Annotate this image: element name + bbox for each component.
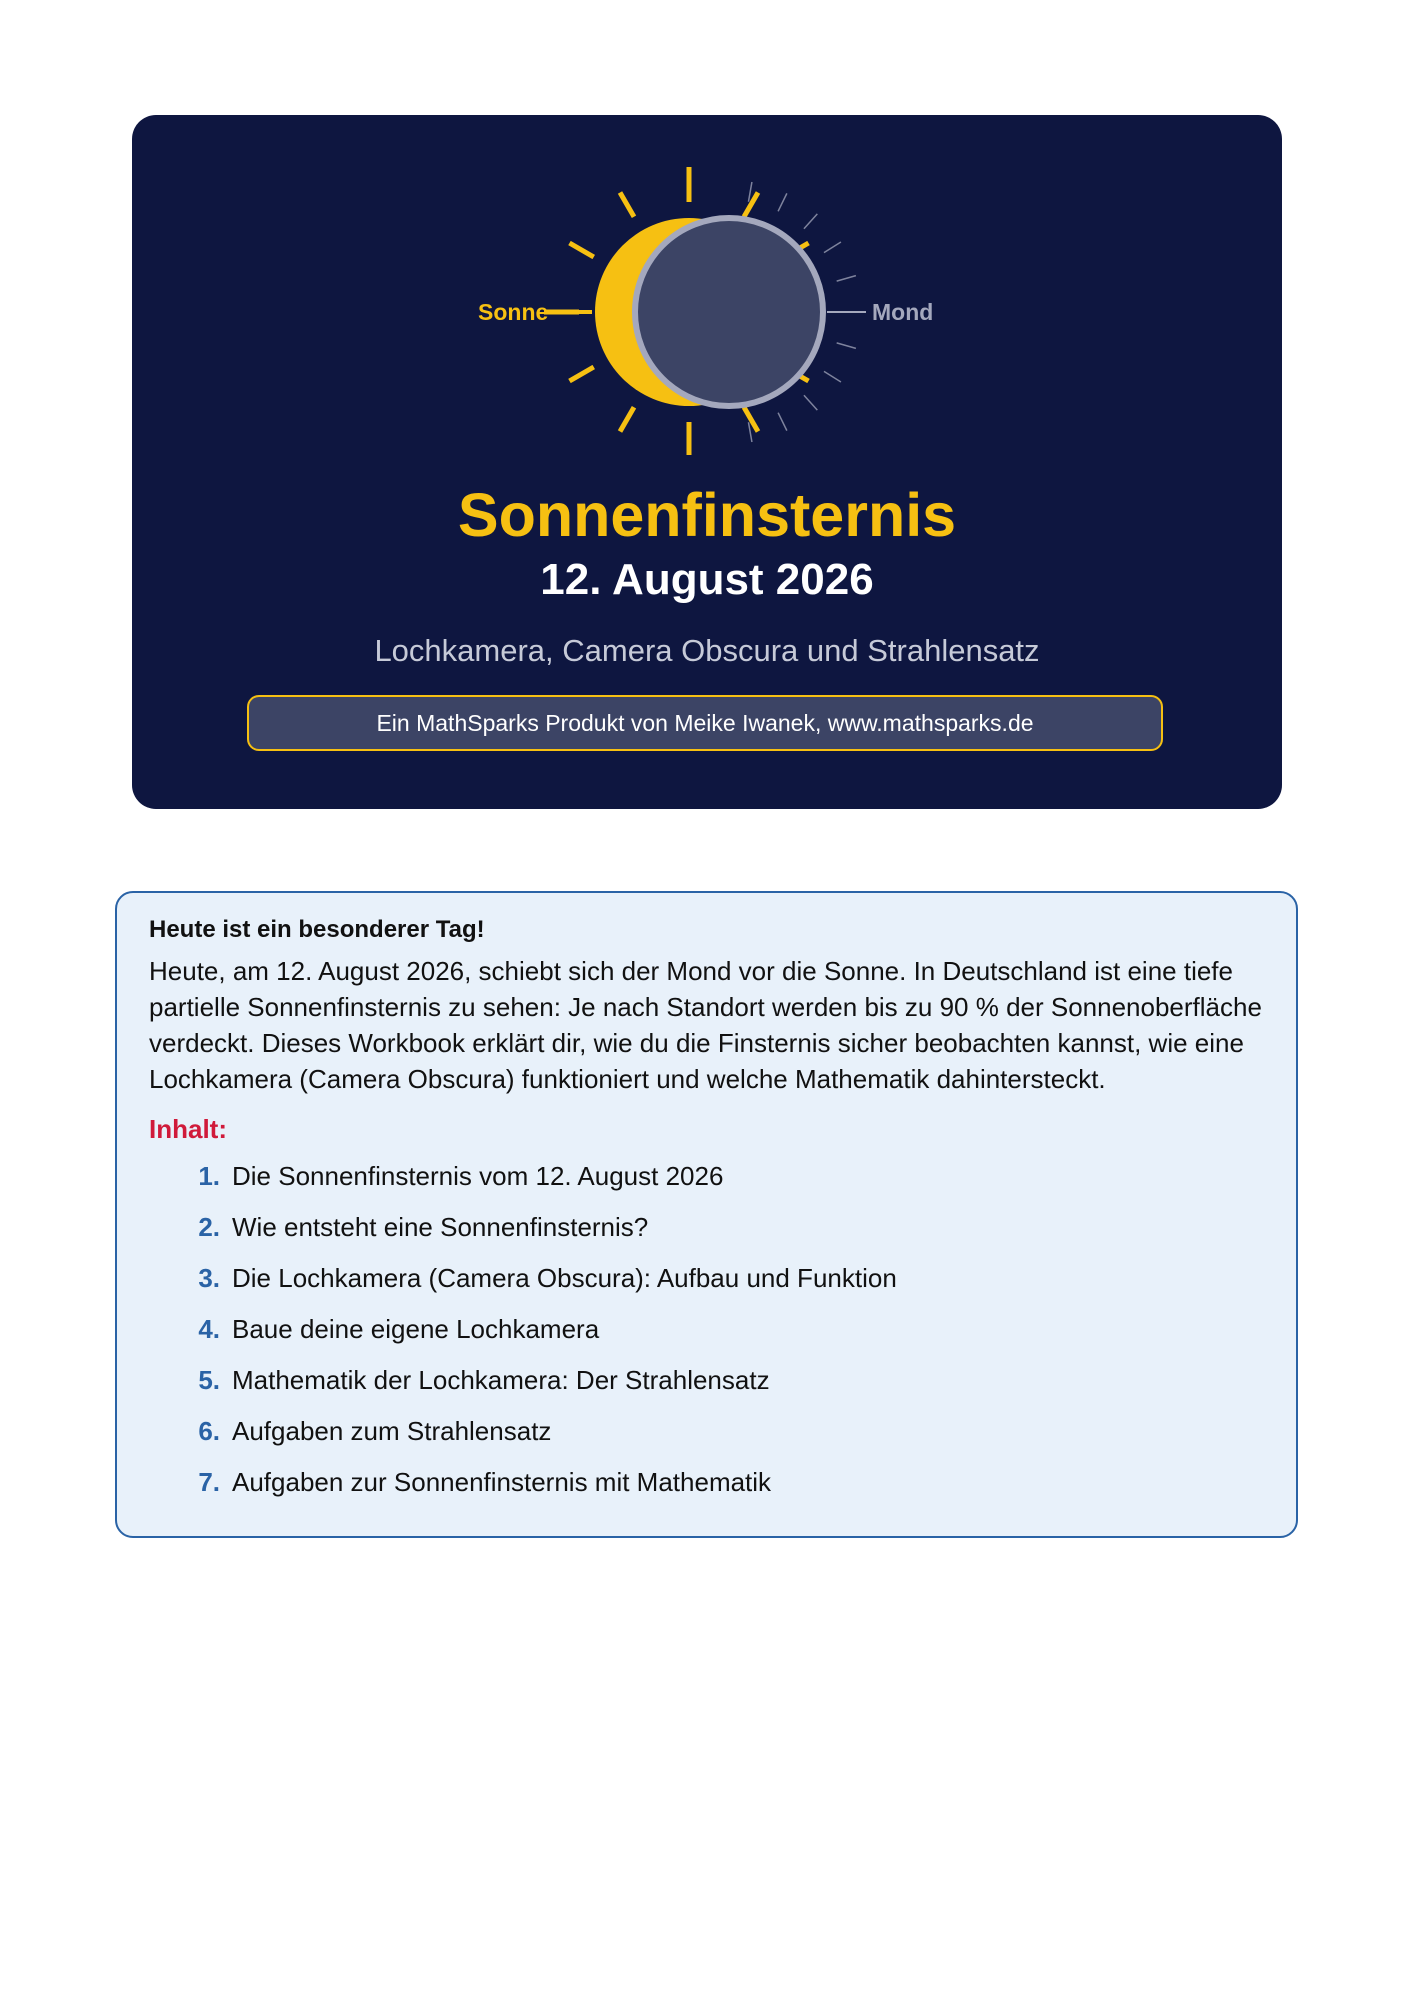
page-title: Sonnenfinsternis <box>457 481 957 549</box>
eclipse-illustration <box>132 115 1282 455</box>
toc-item-label: Wie entsteht eine Sonnenfinsternis? <box>232 1212 649 1242</box>
toc-item-number: 5. <box>198 1365 220 1395</box>
moon-ray <box>837 276 856 282</box>
toc-item <box>179 1202 1264 1253</box>
moon-ray <box>804 214 817 229</box>
moon-ray <box>804 395 817 410</box>
sun-ray <box>569 367 593 381</box>
toc-item-label: Mathematik der Lochkamera: Der Strahlensatz <box>232 1365 770 1395</box>
toc-item-number: 4. <box>198 1314 220 1344</box>
toc-item-number: 6. <box>198 1416 220 1446</box>
title-banner <box>132 115 1282 809</box>
toc-item <box>179 1151 1264 1202</box>
toc-item-label: Aufgaben zur Sonnenfinsternis mit Mathematik <box>232 1467 772 1497</box>
sun-ray <box>744 192 758 216</box>
intro-heading: Heute ist ein besonderer Tag! <box>149 916 485 943</box>
intro-text: Heute, am 12. August 2026, schiebt sich der Mond vor die Sonne. In Deutschland ist eine tiefe partielle Sonnenfinsternis zu sehen: Je nach Standort werden bis zu 90 % der Sonnenoberfläche verdeckt. Dieses Workbook erklärt dir, wie du die Finsternis sicher beobachten kannst, wie eine Lochkamera (Camera Obscura) funktioniert und welche Mathematik dahintersteckt. <box>149 956 1262 1094</box>
moon-ray <box>748 182 751 202</box>
sun-ray <box>569 243 593 257</box>
toc-item-number: 2. <box>198 1212 220 1242</box>
moon-ray <box>837 343 856 349</box>
toc-item <box>179 1355 1264 1406</box>
toc-item <box>179 1304 1264 1355</box>
sun-label: Sonne <box>478 299 549 325</box>
moon-ray <box>748 422 751 442</box>
toc-item <box>179 1406 1264 1457</box>
sun-ray <box>620 407 634 431</box>
table-of-contents <box>149 1151 1264 1508</box>
sun-ray <box>620 192 634 216</box>
toc-item <box>179 1457 1264 1508</box>
toc-item-label: Aufgaben zum Strahlensatz <box>232 1416 552 1446</box>
toc-title: Inhalt: <box>149 1114 227 1144</box>
credit-box <box>247 695 1163 751</box>
moon-disk <box>635 218 823 406</box>
sun-ray <box>744 407 758 431</box>
subtitle: Lochkamera, Camera Obscura und Strahlensatz <box>374 633 1040 668</box>
toc-item-number: 7. <box>198 1467 220 1497</box>
toc-item <box>179 1253 1264 1304</box>
toc-item-label: Die Sonnenfinsternis vom 12. August 2026 <box>232 1161 724 1191</box>
moon-ray <box>824 371 841 382</box>
moon-ray <box>778 193 787 211</box>
toc-item-number: 3. <box>198 1263 220 1293</box>
toc-item-label: Die Lochkamera (Camera Obscura): Aufbau und Funktion <box>232 1263 897 1293</box>
toc-item-number: 1. <box>198 1161 220 1191</box>
moon-label: Mond <box>872 299 934 325</box>
toc-item-label: Baue deine eigene Lochkamera <box>232 1314 600 1344</box>
eclipse-date: 12. August 2026 <box>540 555 874 604</box>
credit-text: Ein MathSparks Produkt von Meike Iwanek, www.mathsparks.de <box>376 710 1034 736</box>
moon-ray <box>824 242 841 253</box>
moon-ray <box>778 413 787 431</box>
intro-box <box>115 891 1298 1538</box>
